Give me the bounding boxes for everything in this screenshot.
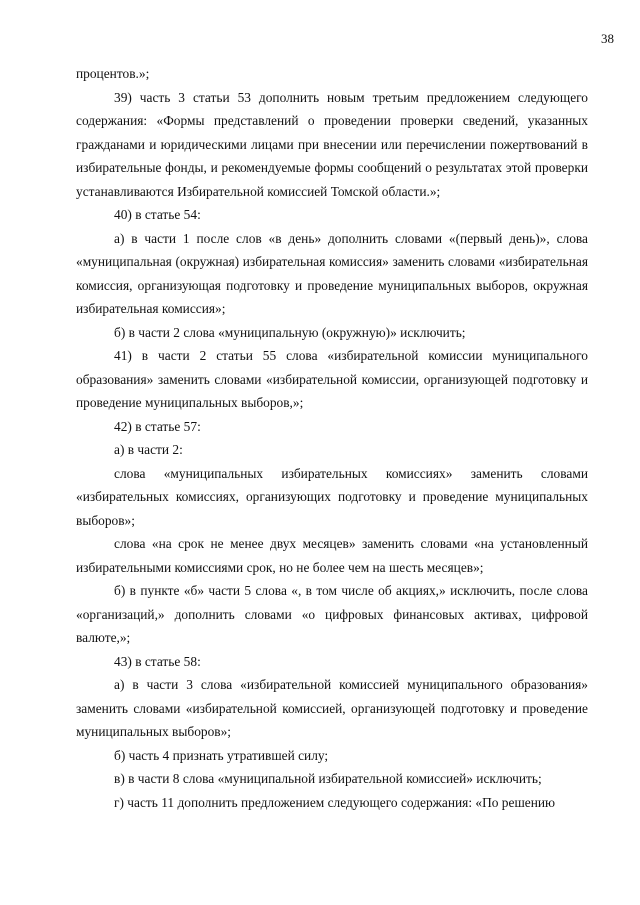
paragraph-item-42a-1: слова «муниципальных избирательных комиссиях» заменить словами «избирательных комиссиях, организующих подготовку и проведение муниципальных выборов»; [76,465,588,528]
paragraph-item-40: 40) в статье 54: [114,207,201,222]
paragraph-item-42: 42) в статье 57: [114,418,201,434]
paragraph-continuation: процентов.»; [76,66,150,81]
paragraph-item-41: 41) в части 2 статьи 55 слова «избирательной комиссии муниципального образования» заменить словами «избирательной комиссии, организующей подготовку и проведение муниципальных выборов,»; [76,348,588,410]
paragraph-item-42a-2: слова «на срок не менее двух месяцев» заменить словами «на установленный избирательными комиссиями срок, но не более чем на шесть месяцев»; [76,536,588,575]
paragraph-item-43: 43) в статье 58: [114,653,201,669]
paragraph-item-43a: а) в части 3 слова «избирательной комиссией муниципального образования» заменить словами «избирательной комиссией, организующей подготовку и проведение муниципальных выборов»; [76,677,588,739]
paragraph-item-40a: а) в части 1 после слов «в день» дополнить словами «(первый день)», слова «муниципальная (окружная) избирательная комиссия» заменить словами «избирательная комиссия, организующая подготовку и проведение муниципальных выборов, окружная избирательная комиссия»; [76,230,588,316]
paragraph-item-40b: б) в части 2 слова «муниципальную (окружную)» исключить; [114,324,466,340]
paragraph-item-39: 39) часть 3 статьи 53 дополнить новым третьим предложением следующего содержания: «Формы представлений о проведении проверки сведений, указанных гражданами и юридическими лицами при внесении или перечислении пожертвований в избирательные фонды, и рекомендуемые формы сообщений о результатах этой проверки устанавливаются Избирательной комиссией Томской области.»; [76,89,588,199]
paragraph-item-43b: б) часть 4 признать утратившей силу; [114,747,329,763]
document-body [76,62,588,814]
paragraph-item-43v: в) в части 8 слова «муниципальной избирательной комиссией» исключить; [114,771,542,786]
paragraph-item-42a: а) в части 2: [114,442,183,457]
paragraph-item-42b: б) в пункте «б» части 5 слова «, в том числе об акциях,» исключить, после слова «организаций,» дополнить словами «о цифровых финансовых активах, цифровой валюте,»; [76,583,588,645]
paragraph-item-43g: г) часть 11 дополнить предложением следующего содержания: «По решению [114,794,556,810]
page-number: 38 [601,31,614,46]
